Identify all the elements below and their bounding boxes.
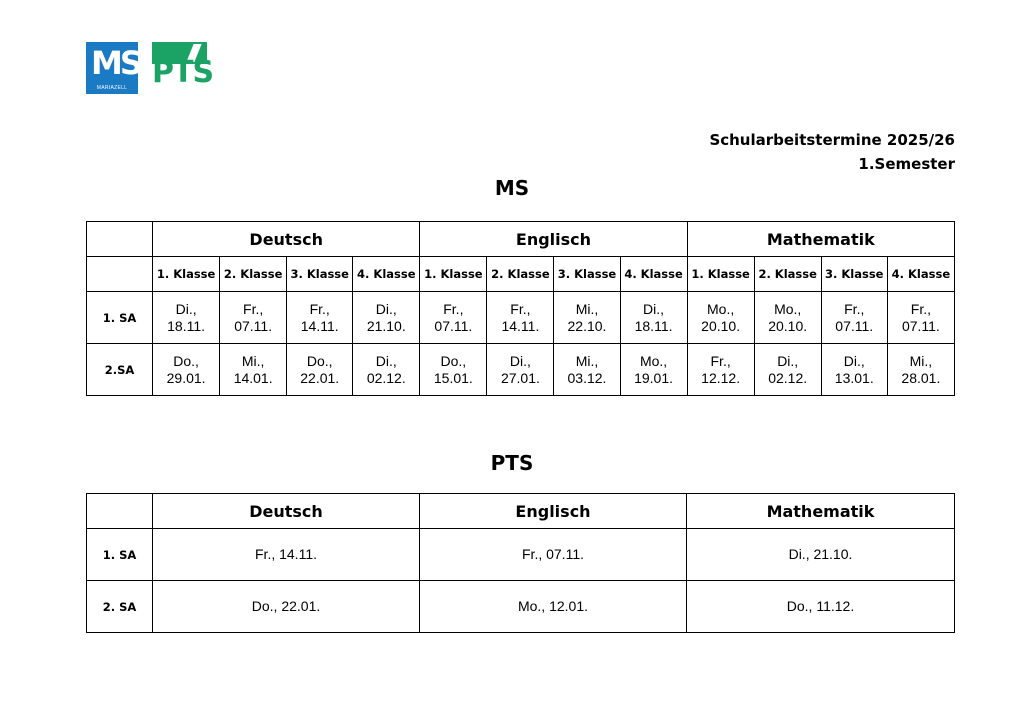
date: 18.11. xyxy=(167,317,206,334)
subject-header: Mathematik xyxy=(687,494,955,529)
weekday: Mi., xyxy=(909,352,933,369)
empty-corner-cell xyxy=(87,494,153,529)
weekday: Mo., xyxy=(774,300,802,317)
ms-section-title: MS xyxy=(494,176,530,200)
ms-logo-text: MS xyxy=(91,44,140,82)
row-label: 1. SA xyxy=(87,292,153,344)
date: 03.12. xyxy=(567,369,607,386)
date: 20.10. xyxy=(768,317,808,334)
date-cell: Fr., 14.11. xyxy=(153,529,420,581)
subject-header: Englisch xyxy=(420,222,687,257)
klasse-header: 4. Klasse xyxy=(353,257,420,292)
date: 07.11. xyxy=(234,317,273,334)
date: 07.11. xyxy=(434,317,473,334)
ms-mariazell-logo xyxy=(86,42,138,94)
empty-corner-cell xyxy=(87,222,153,257)
weekday: Do., xyxy=(306,352,333,369)
weekday: Mi., xyxy=(241,352,265,369)
pts-logo xyxy=(152,42,214,94)
date-cell xyxy=(420,344,487,396)
date-cell xyxy=(487,292,554,344)
date-cell xyxy=(353,344,420,396)
date-cell: Do., 11.12. xyxy=(687,581,955,633)
date-cell: Fr., 07.11. xyxy=(420,529,687,581)
date-cell xyxy=(353,292,420,344)
klasse-header: 1. Klasse xyxy=(420,257,487,292)
weekday: Di., xyxy=(643,300,665,317)
weekday: Fr., xyxy=(910,300,931,317)
empty-corner-cell xyxy=(87,257,153,292)
date-cell xyxy=(220,344,287,396)
weekday: Fr., xyxy=(710,352,731,369)
date: 18.11. xyxy=(634,317,673,334)
date-cell xyxy=(887,344,954,396)
weekday: Di., xyxy=(843,352,865,369)
document-header xyxy=(709,128,955,176)
klasse-header: 2. Klasse xyxy=(220,257,287,292)
klasse-header: 2. Klasse xyxy=(487,257,554,292)
date-cell: Do., 22.01. xyxy=(153,581,420,633)
klasse-header: 1. Klasse xyxy=(153,257,220,292)
header-semester: 1.Semester xyxy=(858,155,955,173)
pts-schedule-table xyxy=(86,493,955,633)
date: 07.11. xyxy=(901,317,940,334)
weekday: Mo., xyxy=(639,352,668,369)
row-label: 1. SA xyxy=(87,529,153,581)
date: 14.11. xyxy=(300,317,339,334)
weekday: Do., xyxy=(440,352,467,369)
date-cell xyxy=(687,292,754,344)
date-cell xyxy=(487,344,554,396)
date-cell xyxy=(620,292,687,344)
klasse-header: 3. Klasse xyxy=(554,257,620,292)
weekday: Mi., xyxy=(575,300,599,317)
klasse-header: 3. Klasse xyxy=(821,257,887,292)
weekday: Fr., xyxy=(443,300,464,317)
weekday: Di., xyxy=(777,352,799,369)
date: 27.01. xyxy=(500,369,540,386)
date-cell: Di., 21.10. xyxy=(687,529,955,581)
subject-header: Mathematik xyxy=(687,222,954,257)
ms-schedule-table xyxy=(86,221,955,396)
pts-section-title: PTS xyxy=(490,451,534,475)
date: 22.01. xyxy=(300,369,340,386)
weekday: Fr., xyxy=(510,300,531,317)
header-title: Schularbeitstermine 2025/26 xyxy=(709,131,955,149)
weekday: Mi., xyxy=(575,352,599,369)
date: 29.01. xyxy=(166,369,206,386)
date-cell xyxy=(620,344,687,396)
weekday: Fr., xyxy=(243,300,264,317)
date: 02.12. xyxy=(366,369,406,386)
weekday: Fr., xyxy=(309,300,330,317)
date: 20.10. xyxy=(701,317,741,334)
date: 22.10. xyxy=(567,317,607,334)
date-cell xyxy=(554,292,620,344)
date: 28.01. xyxy=(901,369,941,386)
date-cell xyxy=(220,292,287,344)
date: 14.11. xyxy=(501,317,540,334)
date-cell xyxy=(887,292,954,344)
klasse-header: 2. Klasse xyxy=(754,257,821,292)
klasse-header: 1. Klasse xyxy=(687,257,754,292)
date-cell xyxy=(687,344,754,396)
date-cell xyxy=(153,344,220,396)
subject-header: Deutsch xyxy=(153,222,420,257)
date-cell xyxy=(287,344,353,396)
date-cell xyxy=(153,292,220,344)
date: 07.11. xyxy=(835,317,874,334)
date-cell xyxy=(287,292,353,344)
date: 21.10. xyxy=(366,317,406,334)
date-cell xyxy=(420,292,487,344)
row-label: 2.SA xyxy=(87,344,153,396)
date-cell: Mo., 12.01. xyxy=(420,581,687,633)
weekday: Do., xyxy=(173,352,199,369)
weekday: Di., xyxy=(175,300,197,317)
ms-logo-subtext: MARIAZELL xyxy=(96,85,128,91)
date: 15.01. xyxy=(433,369,473,386)
weekday: Di., xyxy=(375,300,397,317)
pts-logo-text: PTS xyxy=(152,55,214,90)
date-cell xyxy=(821,292,887,344)
weekday: Fr., xyxy=(844,300,865,317)
subject-header: Englisch xyxy=(420,494,687,529)
date-cell xyxy=(554,344,620,396)
row-label: 2. SA xyxy=(87,581,153,633)
date-cell xyxy=(754,292,821,344)
date: 19.01. xyxy=(634,369,674,386)
klasse-header: 4. Klasse xyxy=(620,257,687,292)
subject-header: Deutsch xyxy=(153,494,420,529)
klasse-header: 4. Klasse xyxy=(887,257,954,292)
weekday: Di., xyxy=(509,352,531,369)
date-cell xyxy=(821,344,887,396)
klasse-header: 3. Klasse xyxy=(287,257,353,292)
weekday: Di., xyxy=(375,352,397,369)
date: 12.12. xyxy=(701,369,741,386)
date: 13.01. xyxy=(834,369,874,386)
date: 02.12. xyxy=(768,369,808,386)
weekday: Mo., xyxy=(707,300,735,317)
date: 14.01. xyxy=(233,369,273,386)
date-cell xyxy=(754,344,821,396)
